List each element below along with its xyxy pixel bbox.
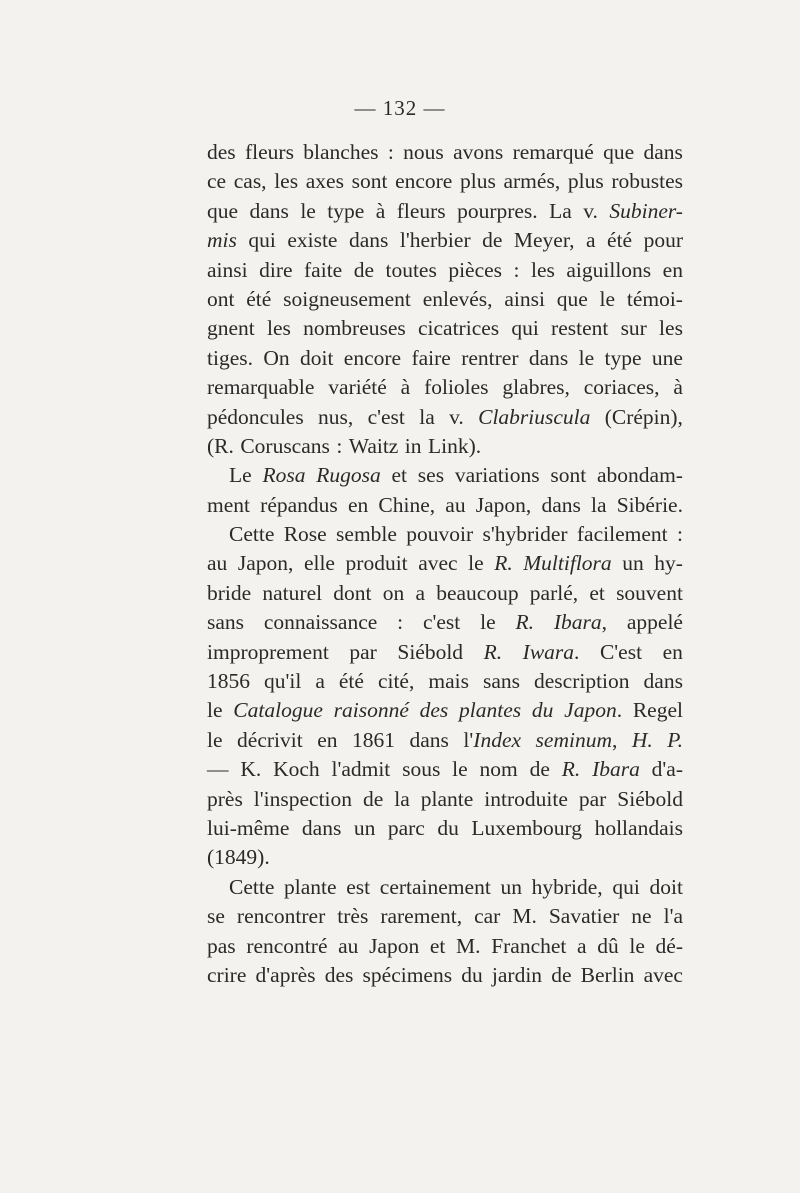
text-line	[207, 491, 683, 520]
word: décrivit	[237, 727, 303, 752]
word: est	[346, 874, 371, 899]
word: de	[551, 962, 572, 987]
word: remarqué	[512, 140, 594, 164]
word: certainement	[379, 874, 491, 899]
word: rentrer	[461, 345, 519, 370]
word: rencontré	[246, 933, 328, 958]
word: spécimens	[362, 962, 453, 987]
word: nus,	[318, 404, 354, 429]
word: on	[382, 580, 405, 605]
text-line	[207, 226, 683, 255]
word: produit	[345, 551, 408, 576]
word: Savatier	[548, 904, 620, 929]
word: a	[586, 228, 596, 253]
word: ont	[207, 286, 235, 311]
word: R.	[561, 757, 581, 782]
word: R.	[483, 639, 503, 664]
word: remarquable	[207, 375, 315, 400]
word: Koch	[273, 757, 320, 782]
word: hollandais	[594, 815, 683, 840]
word: pour	[643, 228, 683, 253]
word: facilement	[576, 522, 668, 547]
text-line	[207, 314, 683, 343]
word: Luxembourg	[471, 815, 583, 840]
word: abondam-	[597, 463, 683, 488]
word: en	[662, 639, 683, 664]
word: dans	[249, 198, 289, 223]
word: près	[207, 786, 243, 811]
text-line	[207, 608, 683, 637]
text-line	[207, 197, 683, 226]
word: Catalogue	[233, 698, 323, 723]
word: variations	[454, 463, 540, 488]
word: Franchet	[491, 933, 567, 958]
word: avons	[453, 140, 504, 164]
word: la	[419, 404, 435, 429]
text-line	[207, 285, 683, 314]
word: l'Index	[463, 727, 522, 752]
word: dans	[643, 140, 683, 164]
word: v.	[449, 404, 464, 429]
text-line	[207, 902, 683, 931]
word: c'est	[367, 404, 405, 429]
word: sur	[620, 316, 647, 341]
word: encore	[395, 169, 453, 194]
word: d'a-	[651, 757, 683, 782]
word: du	[461, 962, 483, 987]
word: fleurs	[245, 140, 294, 164]
word: Cette	[229, 874, 275, 899]
word: Sibérie.	[616, 492, 683, 517]
word: M.	[512, 904, 537, 929]
word: le	[300, 198, 316, 223]
word: Waitz	[348, 433, 399, 458]
word: l'a	[663, 904, 683, 929]
word: type	[604, 345, 642, 370]
word: hybride,	[531, 874, 603, 899]
word: type	[327, 198, 365, 223]
word: des	[419, 698, 449, 723]
word: Regel	[632, 698, 683, 723]
word: été	[246, 286, 272, 311]
word: et	[429, 933, 446, 958]
word: Rose	[283, 522, 327, 547]
word: Meyer,	[513, 228, 575, 253]
word: cicatrices	[417, 316, 500, 341]
word: sont	[550, 463, 587, 488]
word: répandus	[260, 492, 338, 517]
text-line	[207, 579, 683, 608]
word: avec	[643, 962, 683, 987]
word: un	[353, 815, 376, 840]
word: le	[452, 757, 468, 782]
word: :	[336, 433, 343, 458]
word: soigneusement	[283, 286, 411, 311]
word: Coruscans	[240, 433, 330, 458]
word: doit	[649, 874, 683, 899]
word: armés,	[503, 169, 561, 194]
word: Clabriuscula	[478, 404, 591, 429]
word: plante	[284, 874, 337, 899]
text-line	[207, 138, 683, 167]
word: pièces	[448, 257, 503, 282]
word: introduite	[484, 786, 568, 811]
word: Ibara,	[553, 610, 608, 635]
word: la	[591, 492, 607, 517]
word: Le	[229, 463, 252, 488]
word: des	[207, 140, 236, 164]
word: à	[673, 375, 683, 400]
text-line	[207, 373, 683, 402]
word: nombreuses	[303, 316, 406, 341]
word: dû	[597, 933, 619, 958]
word: le	[599, 286, 616, 311]
word: doit	[299, 345, 334, 370]
word: elle	[303, 551, 335, 576]
word: ainsi	[207, 257, 248, 282]
word: le	[480, 610, 496, 635]
word: lui-même	[207, 815, 290, 840]
word: cité,	[377, 669, 415, 694]
text-line	[207, 549, 683, 578]
word: hy-	[654, 551, 683, 576]
text-line	[207, 638, 683, 667]
word: dans	[301, 815, 342, 840]
word: a	[315, 669, 325, 694]
word: que	[556, 286, 588, 311]
word: robustes	[611, 169, 683, 194]
word: seminum,	[535, 727, 618, 752]
text-line	[207, 344, 683, 373]
word: du	[437, 815, 459, 840]
text-line	[207, 932, 683, 961]
word: ainsi	[504, 286, 545, 311]
word: existe	[287, 228, 338, 253]
word: toutes	[385, 257, 437, 282]
word: témoi-	[626, 286, 683, 311]
word: plantes	[459, 698, 522, 723]
text-line	[207, 461, 683, 490]
text-line	[207, 403, 683, 432]
word: H.	[631, 727, 653, 752]
word: blanches	[303, 140, 379, 164]
word: un	[500, 874, 522, 899]
word: qui	[612, 874, 640, 899]
text-line	[207, 520, 683, 549]
word: faite	[304, 257, 343, 282]
word: in	[404, 433, 422, 458]
word: On	[263, 345, 290, 370]
word: d'après	[255, 962, 316, 987]
word: Ibara	[592, 757, 640, 782]
word: enlevés,	[422, 286, 493, 311]
word: Link).	[427, 433, 482, 458]
word: (R.	[207, 433, 234, 458]
word: le	[468, 551, 484, 576]
word: aiguillons	[566, 257, 652, 282]
word: rarement,	[380, 904, 463, 929]
word: le	[578, 345, 595, 370]
word: nous	[403, 140, 444, 164]
word: dans	[409, 727, 449, 752]
word: les	[531, 257, 555, 282]
word: a	[577, 933, 587, 958]
word: au	[445, 492, 466, 517]
word: en	[317, 727, 338, 752]
word: sans	[482, 669, 520, 694]
word: jardin	[491, 962, 543, 987]
word: sans	[207, 610, 245, 635]
word: dont	[333, 580, 372, 605]
word: raisonné	[333, 698, 409, 723]
word: pourpres.	[457, 198, 538, 223]
word: parlé,	[529, 580, 579, 605]
text-line	[207, 696, 683, 725]
word: mis	[207, 228, 237, 253]
word: dans	[528, 345, 569, 370]
word: le	[629, 933, 645, 958]
word: dé-	[655, 933, 683, 958]
word: l'admit	[331, 757, 391, 782]
word: à	[400, 375, 411, 400]
word: à	[375, 198, 386, 223]
word: Japon	[369, 933, 420, 958]
word: axes	[305, 169, 344, 194]
word: rencontrer	[236, 904, 326, 929]
word: Rugosa	[316, 463, 381, 488]
word: en	[662, 257, 683, 282]
word: faire	[411, 345, 451, 370]
word: :	[387, 140, 394, 164]
word: de	[529, 757, 550, 782]
word: R.	[515, 610, 535, 635]
word: car	[474, 904, 501, 929]
word: gnent	[207, 316, 255, 341]
word: P.	[667, 727, 683, 752]
word: plus	[460, 169, 496, 194]
word: Japon,	[237, 551, 294, 576]
word: plus	[567, 169, 604, 194]
word: au	[207, 551, 228, 576]
word: description	[534, 669, 630, 694]
word: glabres,	[502, 375, 570, 400]
word: qui	[511, 316, 539, 341]
word: variété	[328, 375, 387, 400]
word: dans	[643, 669, 683, 694]
word: un	[622, 551, 644, 576]
word: semble	[336, 522, 397, 547]
word: fleurs	[396, 198, 446, 223]
word: le	[207, 698, 223, 723]
word: coriaces,	[583, 375, 660, 400]
word: sous	[402, 757, 441, 782]
word: C'est	[599, 639, 643, 664]
word: de	[482, 228, 503, 253]
word: de	[363, 786, 384, 811]
text-line	[207, 726, 683, 755]
word: du	[531, 698, 554, 723]
word: (Crépin),	[604, 404, 683, 429]
word: s'hybrider	[482, 522, 568, 547]
word: les	[266, 316, 291, 341]
word: :	[397, 610, 404, 635]
word: très	[337, 904, 369, 929]
word: une	[651, 345, 683, 370]
word: de	[353, 257, 374, 282]
word: La	[549, 198, 572, 223]
word: sont	[351, 169, 388, 194]
word: qu'il	[264, 669, 302, 694]
body-text	[207, 138, 683, 990]
word: c'est	[422, 610, 461, 635]
text-line	[207, 755, 683, 784]
word: et	[391, 463, 408, 488]
word: dire	[259, 257, 293, 282]
word: Siébold	[397, 639, 464, 664]
word: Subiner-	[609, 198, 683, 223]
word: improprement	[207, 639, 329, 664]
word: pédoncules	[207, 404, 304, 429]
word: tiges.	[207, 345, 253, 370]
word: au	[338, 933, 359, 958]
word: beaucoup	[436, 580, 519, 605]
word: R.	[494, 551, 513, 576]
word: appelé	[626, 610, 683, 635]
word: (1849).	[207, 845, 270, 870]
word: dans	[348, 228, 389, 253]
word: crire	[207, 962, 247, 987]
word: connaissance	[263, 610, 378, 635]
word: et	[589, 580, 605, 605]
text-line	[207, 873, 683, 902]
text-line	[207, 167, 683, 196]
word: Rosa	[262, 463, 306, 488]
word: souvent	[616, 580, 683, 605]
word: 1856	[207, 669, 250, 694]
word: Cette	[229, 522, 275, 547]
text-line	[207, 256, 683, 285]
word: que	[603, 140, 635, 164]
word: nom	[479, 757, 518, 782]
word: Multiflora	[523, 551, 612, 576]
word: K.	[240, 757, 262, 782]
word: se	[207, 904, 225, 929]
word: les	[659, 316, 683, 341]
word: Japon.	[564, 698, 623, 723]
word: v.	[583, 198, 598, 223]
word: cas,	[233, 169, 267, 194]
page-number: — 132 —	[354, 96, 446, 120]
word: qui	[248, 228, 276, 253]
word: :	[676, 522, 683, 547]
word: pouvoir	[406, 522, 474, 547]
word: :	[513, 257, 520, 282]
word: ses	[417, 463, 445, 488]
word: ce	[207, 169, 227, 194]
word: par	[578, 786, 607, 811]
word: avec	[418, 551, 458, 576]
word: folioles	[424, 375, 489, 400]
word: des	[324, 962, 354, 987]
text-line	[207, 814, 683, 843]
word: que	[207, 198, 239, 223]
word: Siébold	[617, 786, 683, 811]
word: M.	[456, 933, 481, 958]
word: l'inspection	[253, 786, 353, 811]
word: Chine,	[378, 492, 436, 517]
text-line	[207, 843, 683, 872]
word: les	[274, 169, 299, 194]
word: Japon,	[475, 492, 532, 517]
text-line	[207, 667, 683, 696]
word: Iwara.	[522, 639, 580, 664]
word: a	[415, 580, 425, 605]
word: dans	[541, 492, 581, 517]
word: l'herbier	[399, 228, 471, 253]
word: été	[607, 228, 633, 253]
word: le	[207, 727, 223, 752]
word: mais	[428, 669, 469, 694]
text-line	[207, 432, 683, 461]
word: ne	[631, 904, 652, 929]
word: restent	[551, 316, 609, 341]
word: 1861	[352, 727, 395, 752]
word: la	[394, 786, 410, 811]
word: bride	[207, 580, 252, 605]
text-line	[207, 961, 683, 990]
word: —	[207, 757, 229, 782]
text-line	[207, 785, 683, 814]
word: naturel	[262, 580, 323, 605]
word: pas	[207, 933, 236, 958]
word: ment	[207, 492, 250, 517]
word: Berlin	[580, 962, 635, 987]
word: encore	[343, 345, 402, 370]
word: en	[347, 492, 369, 517]
word: été	[338, 669, 364, 694]
word: parc	[387, 815, 425, 840]
word: par	[349, 639, 377, 664]
word: plante	[420, 786, 474, 811]
